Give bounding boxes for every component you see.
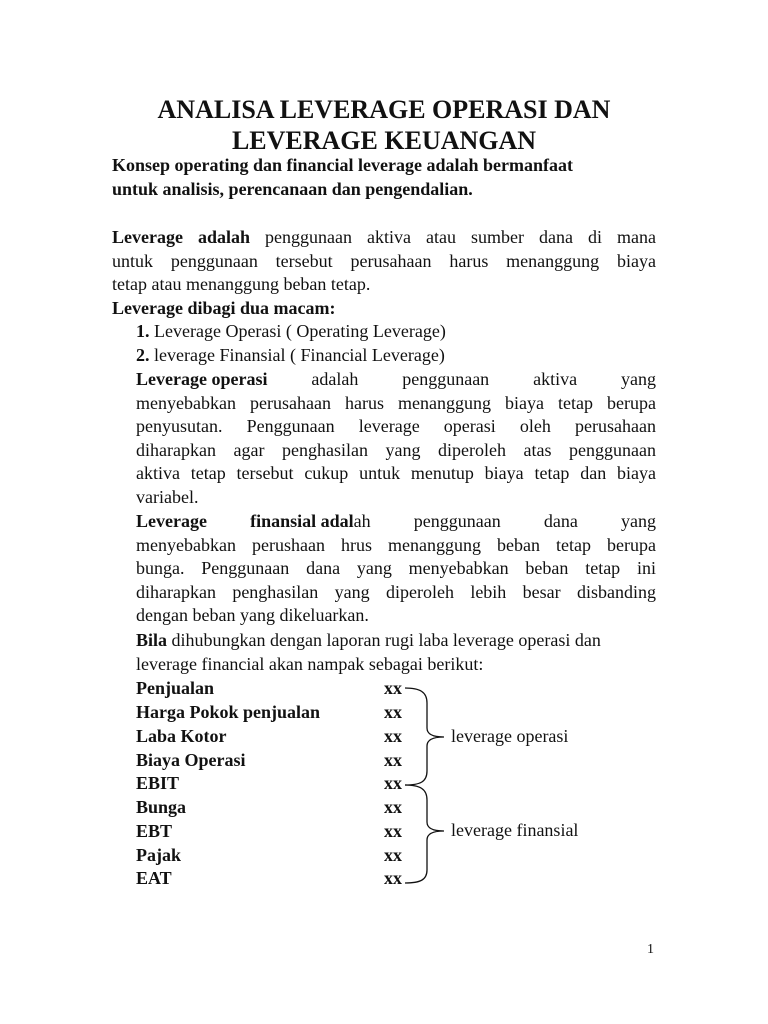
definition-term: Leverage adalah <box>112 227 250 247</box>
finansial-paragraph: Leverage finansial adalah penggunaan dana yang menyebabkan perushaan hrus menanggung beban tetap berupa bunga. Penggunaan dana yang menyebabkan beban tetap ini diharapkan penghasilan yang diperoleh lebih besar disbanding dengan beban yang dikeluarkan. <box>136 511 656 626</box>
page-number: 1 <box>647 942 654 957</box>
types-heading: Leverage dibagi dua macam: <box>112 298 336 318</box>
operasi-paragraph: Leverage operasi adalah penggunaan aktiva yang menyebabkan perusahaan harus menanggung biaya tetap berupa penyusutan. Penggunaan leverage operasi oleh perusahaan diharapkan agar penghasilan yang diperoleh atas penggunaan aktiva tetap tersebut cukup untuk menutup biaya tetap dan biaya variabel. <box>136 369 656 507</box>
definition-line-1: penggunaan aktiva atau sumber dana di mana <box>250 227 656 247</box>
finansial-term: Leverage <box>136 511 207 531</box>
list-item: 1. Leverage Operasi ( Operating Leverage) <box>136 321 446 341</box>
brace-finansial-icon <box>405 785 444 883</box>
table-row: Bunga xx <box>136 797 402 817</box>
table-row: EBIT xx <box>136 773 402 793</box>
definition-line-3: tetap atau menanggung beban tetap. <box>112 274 371 295</box>
list-item: 2. leverage Finansial ( Financial Leverage) <box>136 344 445 365</box>
bila-paragraph: Bila dihubungkan dengan laporan rugi laba leverage operasi dan leverage financial akan nampak sebagai berikut: <box>136 630 601 674</box>
brace-label-operasi: leverage operasi <box>451 726 569 746</box>
table-row: EBT xx <box>136 821 402 841</box>
table-row: Harga Pokok penjualan xx <box>136 702 402 722</box>
operasi-term: Leverage operasi <box>136 369 268 389</box>
table-row: Pajak xx <box>136 845 402 865</box>
table-row: EAT xx <box>136 868 402 888</box>
intro-line-2: untuk analisis, perencanaan dan pengendalian. <box>112 178 473 199</box>
table-row: Laba Kotor xx <box>136 726 402 746</box>
bila-term: Bila <box>136 630 168 650</box>
title-line-2: LEVERAGE KEUANGAN <box>231 126 537 155</box>
definition-line-2: untuk penggunaan tersebut perusahaan harus menanggung biaya <box>112 250 656 271</box>
title-line-1: ANALISA LEVERAGE OPERASI DAN <box>157 95 611 124</box>
intro-line-1: Konsep operating dan financial leverage adalah bermanfaat <box>112 155 574 175</box>
table-row: Biaya Operasi xx <box>136 750 402 770</box>
table-row: Penjualan xx <box>136 678 402 698</box>
brace-operasi-icon <box>405 688 444 785</box>
brace-label-finansial: leverage finansial <box>451 820 579 840</box>
